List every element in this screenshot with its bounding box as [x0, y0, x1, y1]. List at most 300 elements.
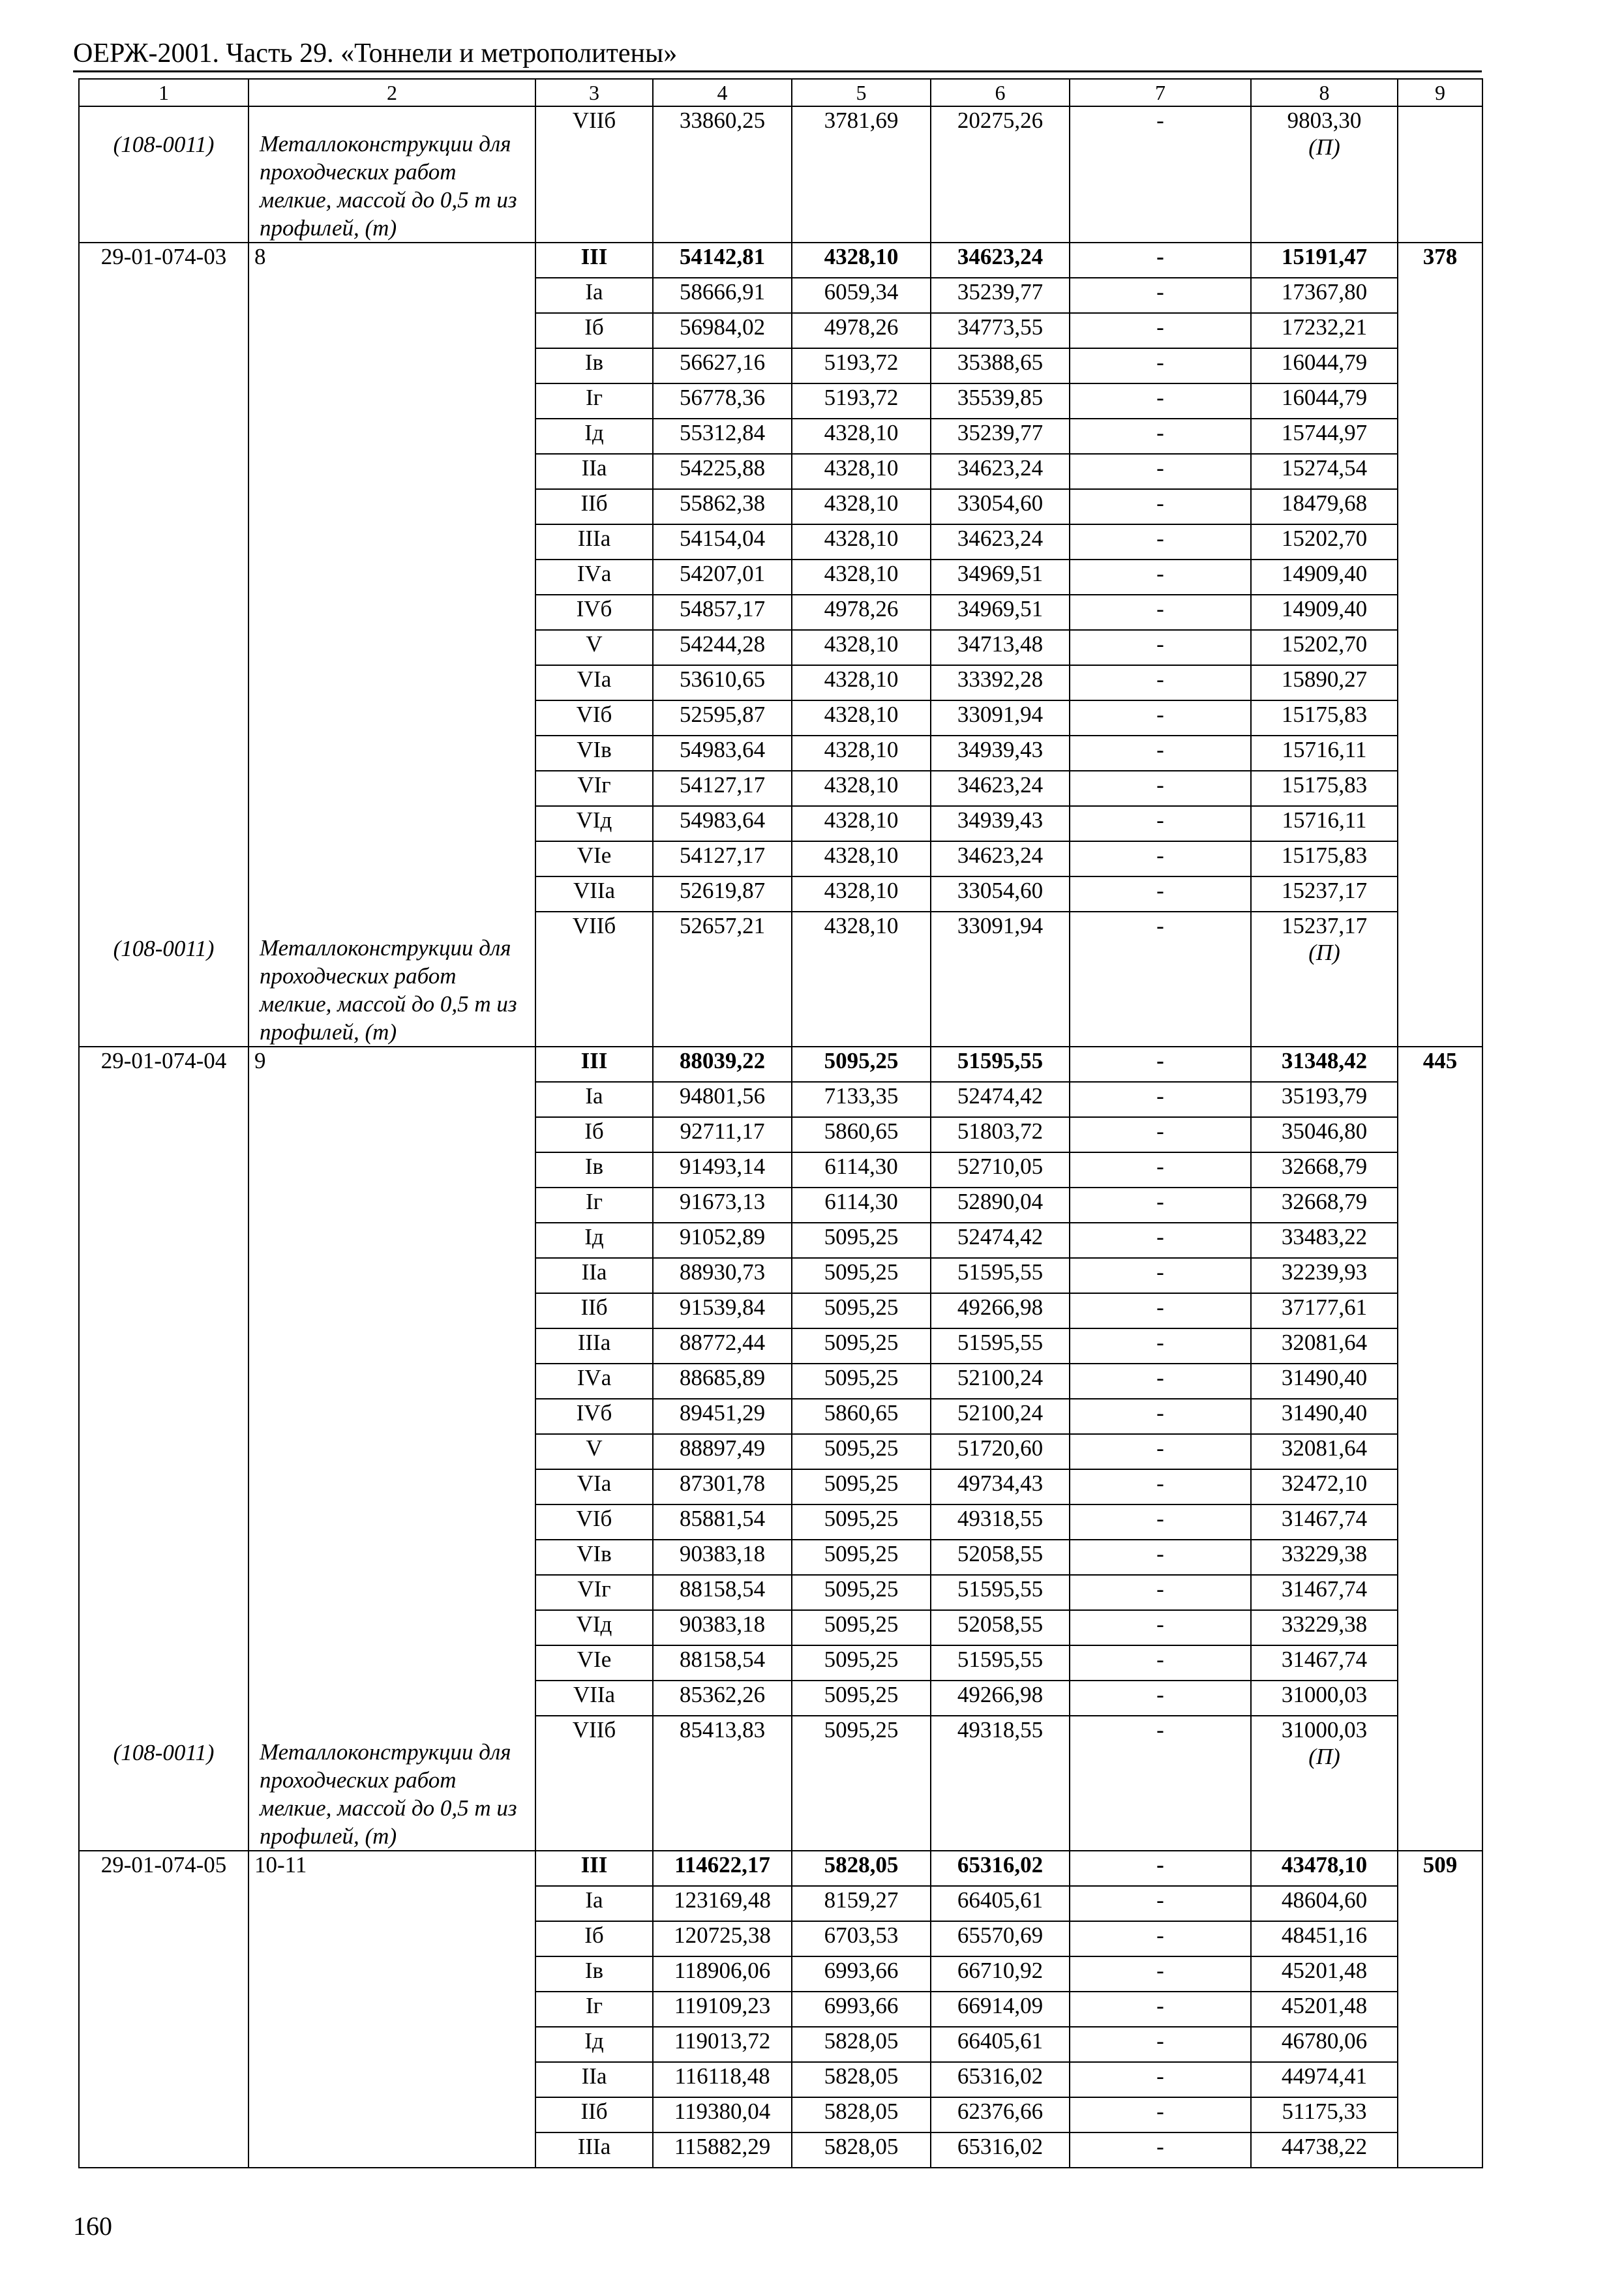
value-col7: - — [1070, 1399, 1251, 1434]
value-col4: 118906,06 — [653, 1956, 792, 1992]
value-col7: - — [1070, 1681, 1251, 1716]
category-cell: Iа — [535, 278, 653, 313]
value-col7: - — [1070, 454, 1251, 489]
category-cell: VIIб — [535, 1716, 653, 1851]
value-col8: 31348,42 — [1251, 1047, 1398, 1082]
description-cell — [248, 1047, 535, 1851]
value-col4: 85413,83 — [653, 1716, 792, 1851]
value-col5: 4328,10 — [792, 560, 931, 595]
value-col5: 5860,65 — [792, 1399, 931, 1434]
value-col9: 378 — [1398, 243, 1482, 1047]
value-col7: - — [1070, 771, 1251, 806]
value-col6: 65316,02 — [931, 2132, 1070, 2168]
value-col6: 52474,42 — [931, 1082, 1070, 1117]
value-col6: 33054,60 — [931, 489, 1070, 524]
value-col6: 49266,98 — [931, 1681, 1070, 1716]
value-col6: 65316,02 — [931, 1851, 1070, 1886]
value-col6: 34773,55 — [931, 313, 1070, 348]
value-col8: 45201,48 — [1251, 1992, 1398, 2027]
value-col5: 4328,10 — [792, 243, 931, 278]
value-col4: 58666,91 — [653, 278, 792, 313]
value-col6: 33091,94 — [931, 912, 1070, 1047]
value-col8: 33229,38 — [1251, 1610, 1398, 1645]
value-col4: 91493,14 — [653, 1152, 792, 1188]
value-col8: 15237,17 — [1251, 876, 1398, 912]
value-col8: 17367,80 — [1251, 278, 1398, 313]
value-col5: 6059,34 — [792, 278, 931, 313]
value-col9 — [1398, 106, 1482, 243]
category-cell: VIб — [535, 700, 653, 736]
category-cell: VIб — [535, 1504, 653, 1540]
category-cell: VIг — [535, 1575, 653, 1610]
value-col8: 31467,74 — [1251, 1504, 1398, 1540]
category-cell: Iв — [535, 1152, 653, 1188]
value-col5: 4328,10 — [792, 419, 931, 454]
value-col5: 7133,35 — [792, 1082, 931, 1117]
value-col5: 6703,53 — [792, 1921, 931, 1956]
value-col4: 88772,44 — [653, 1328, 792, 1364]
value-col6: 35539,85 — [931, 383, 1070, 419]
value-col4: 120725,38 — [653, 1921, 792, 1956]
value-col5: 5095,25 — [792, 1575, 931, 1610]
value-col6: 49318,55 — [931, 1504, 1070, 1540]
material-code: (108-0011) — [113, 132, 215, 157]
value-col5: 4328,10 — [792, 665, 931, 700]
value-col7: - — [1070, 560, 1251, 595]
table-row — [79, 1851, 1482, 1886]
value-col6: 52100,24 — [931, 1399, 1070, 1434]
category-cell: V — [535, 1434, 653, 1469]
description-box — [254, 1047, 530, 1850]
value-col5: 4328,10 — [792, 630, 931, 665]
value-col4: 55312,84 — [653, 419, 792, 454]
value-col8-number: 9803,30 — [1287, 108, 1362, 133]
value-col6: 34939,43 — [931, 736, 1070, 771]
value-col8 — [1251, 912, 1398, 1047]
value-col9: 445 — [1398, 1047, 1482, 1851]
value-col6: 62376,66 — [931, 2097, 1070, 2132]
column-header-6: 6 — [931, 79, 1070, 106]
value-col6: 49734,43 — [931, 1469, 1070, 1504]
value-col7: - — [1070, 2027, 1251, 2062]
value-col7: - — [1070, 665, 1251, 700]
value-col5: 4328,10 — [792, 841, 931, 876]
value-col5: 6114,30 — [792, 1188, 931, 1223]
value-col4: 54244,28 — [653, 630, 792, 665]
value-col6: 35239,77 — [931, 419, 1070, 454]
category-cell: VIа — [535, 665, 653, 700]
value-col7: - — [1070, 1992, 1251, 2027]
category-cell: IIIа — [535, 524, 653, 560]
value-col4: 52657,21 — [653, 912, 792, 1047]
value-col8: 31000,03 — [1251, 1681, 1398, 1716]
category-cell: VIд — [535, 806, 653, 841]
category-cell: IIIа — [535, 1328, 653, 1364]
value-col8: 48604,60 — [1251, 1886, 1398, 1921]
value-col7: - — [1070, 1504, 1251, 1540]
category-cell: Iд — [535, 2027, 653, 2062]
value-col8: 35046,80 — [1251, 1117, 1398, 1152]
value-col8: 31490,40 — [1251, 1399, 1398, 1434]
table-row — [79, 243, 1482, 278]
material-code: (108-0011) — [113, 1740, 215, 1765]
value-col8: 32239,93 — [1251, 1258, 1398, 1293]
category-cell: IVа — [535, 1364, 653, 1399]
category-cell: Iг — [535, 1188, 653, 1223]
value-col8: 16044,79 — [1251, 348, 1398, 383]
value-col6: 34969,51 — [931, 595, 1070, 630]
value-col6: 35239,77 — [931, 278, 1070, 313]
material — [254, 1738, 530, 1850]
value-col5: 4328,10 — [792, 489, 931, 524]
category-cell: III — [535, 1851, 653, 1886]
category-cell: VIIб — [535, 912, 653, 1047]
category-cell: VIIб — [535, 106, 653, 243]
value-col4: 33860,25 — [653, 106, 792, 243]
category-cell: IIб — [535, 489, 653, 524]
value-col6: 33054,60 — [931, 876, 1070, 912]
value-col8: 15175,83 — [1251, 700, 1398, 736]
value-col4: 52619,87 — [653, 876, 792, 912]
value-col6: 52890,04 — [931, 1188, 1070, 1223]
value-col5: 5095,25 — [792, 1716, 931, 1851]
value-col5: 5095,25 — [792, 1645, 931, 1681]
value-col6: 51595,55 — [931, 1575, 1070, 1610]
code-cell — [79, 243, 248, 1047]
value-col7: - — [1070, 2132, 1251, 2168]
value-col7: - — [1070, 1921, 1251, 1956]
value-col9: 509 — [1398, 1851, 1482, 2168]
value-col8: 15744,97 — [1251, 419, 1398, 454]
value-col5: 5828,05 — [792, 1851, 931, 1886]
category-cell: III — [535, 243, 653, 278]
value-col5: 5095,25 — [792, 1047, 931, 1082]
value-col7: - — [1070, 1152, 1251, 1188]
value-col7: - — [1070, 1047, 1251, 1082]
category-cell: Iв — [535, 1956, 653, 1992]
value-col4: 119109,23 — [653, 1992, 792, 2027]
header-rule — [73, 70, 1482, 72]
rates-table — [78, 78, 1483, 2168]
value-col7: - — [1070, 806, 1251, 841]
category-cell: VIе — [535, 1645, 653, 1681]
value-col8: 32668,79 — [1251, 1188, 1398, 1223]
value-col7: - — [1070, 1082, 1251, 1117]
value-col8: 31467,74 — [1251, 1645, 1398, 1681]
value-col7: - — [1070, 383, 1251, 419]
value-col8: 15716,11 — [1251, 736, 1398, 771]
value-col4: 91052,89 — [653, 1223, 792, 1258]
value-col8: 44974,41 — [1251, 2062, 1398, 2097]
value-col6: 35388,65 — [931, 348, 1070, 383]
value-col6: 51595,55 — [931, 1258, 1070, 1293]
value-col6: 34969,51 — [931, 560, 1070, 595]
value-col8: 32668,79 — [1251, 1152, 1398, 1188]
value-col8: 45201,48 — [1251, 1956, 1398, 1992]
value-col7: - — [1070, 1540, 1251, 1575]
value-col4: 54127,17 — [653, 841, 792, 876]
value-col6: 52710,05 — [931, 1152, 1070, 1188]
value-col8: 18479,68 — [1251, 489, 1398, 524]
value-col4: 89451,29 — [653, 1399, 792, 1434]
category-cell: IVа — [535, 560, 653, 595]
category-cell: VIIа — [535, 1681, 653, 1716]
running-header: ОЕРЖ-2001. Часть 29. «Тоннели и метрополитены» — [73, 38, 678, 68]
category-cell: IIIа — [535, 2132, 653, 2168]
value-col7: - — [1070, 1328, 1251, 1364]
value-col8: 51175,33 — [1251, 2097, 1398, 2132]
value-col4: 54225,88 — [653, 454, 792, 489]
value-col4: 85881,54 — [653, 1504, 792, 1540]
value-col6: 65316,02 — [931, 2062, 1070, 2097]
value-col6: 33392,28 — [931, 665, 1070, 700]
value-col6: 34623,24 — [931, 771, 1070, 806]
material-name: Металлоконструкции для проходческих работ мелкие, массой до 0,5 т из профилей, (т) — [260, 1739, 517, 1849]
value-col4: 88039,22 — [653, 1047, 792, 1082]
value-col8: 31467,74 — [1251, 1575, 1398, 1610]
material — [254, 130, 530, 242]
value-col5: 4328,10 — [792, 912, 931, 1047]
value-col7: - — [1070, 106, 1251, 243]
value-col5: 4328,10 — [792, 806, 931, 841]
code-cell: 29-01-074-05 — [79, 1851, 248, 2168]
value-col8: 15274,54 — [1251, 454, 1398, 489]
value-col5: 5095,25 — [792, 1610, 931, 1645]
value-col8: 15202,70 — [1251, 524, 1398, 560]
value-col7: - — [1070, 912, 1251, 1047]
item-code: 29-01-074-03 — [100, 244, 227, 269]
value-col4: 54983,64 — [653, 736, 792, 771]
category-cell: Iб — [535, 1921, 653, 1956]
value-col4: 92711,17 — [653, 1117, 792, 1152]
material-code-cell — [79, 106, 248, 243]
value-col4: 91673,13 — [653, 1188, 792, 1223]
description-cell — [248, 243, 535, 1047]
value-col6: 65570,69 — [931, 1921, 1070, 1956]
value-col5: 3781,69 — [792, 106, 931, 243]
material-name-cell — [248, 106, 535, 243]
value-col5: 5095,25 — [792, 1540, 931, 1575]
value-col5: 5828,05 — [792, 2027, 931, 2062]
value-col5: 5095,25 — [792, 1258, 931, 1293]
value-col7: - — [1070, 1117, 1251, 1152]
value-col5: 6114,30 — [792, 1152, 931, 1188]
category-cell: Iб — [535, 313, 653, 348]
value-col7: - — [1070, 2097, 1251, 2132]
value-col7: - — [1070, 1956, 1251, 1992]
code-box — [85, 243, 243, 1046]
value-col4: 85362,26 — [653, 1681, 792, 1716]
category-cell: Iд — [535, 419, 653, 454]
value-col5: 4328,10 — [792, 736, 931, 771]
material — [254, 934, 530, 1046]
column-header-7: 7 — [1070, 79, 1251, 106]
value-col4: 54857,17 — [653, 595, 792, 630]
value-col6: 52474,42 — [931, 1223, 1070, 1258]
value-col7: - — [1070, 1716, 1251, 1851]
value-col8: 35193,79 — [1251, 1082, 1398, 1117]
value-col8: 37177,61 — [1251, 1293, 1398, 1328]
value-col7: - — [1070, 1258, 1251, 1293]
column-header-1: 1 — [79, 79, 248, 106]
value-col7: - — [1070, 700, 1251, 736]
value-col8: 33229,38 — [1251, 1540, 1398, 1575]
value-col7: - — [1070, 313, 1251, 348]
value-col6: 34623,24 — [931, 454, 1070, 489]
description-cell: 10-11 — [248, 1851, 535, 2168]
value-col7: - — [1070, 1223, 1251, 1258]
value-col4: 114622,17 — [653, 1851, 792, 1886]
value-col8-number: 15237,17 — [1281, 913, 1368, 938]
value-col5: 5095,25 — [792, 1469, 931, 1504]
category-cell: Iа — [535, 1886, 653, 1921]
value-col8: 32081,64 — [1251, 1434, 1398, 1469]
value-col7: - — [1070, 1188, 1251, 1223]
value-col5: 5095,25 — [792, 1504, 931, 1540]
material-code-box — [85, 107, 243, 242]
value-col6: 20275,26 — [931, 106, 1070, 243]
value-col6: 34623,24 — [931, 243, 1070, 278]
code-cell — [79, 1047, 248, 1851]
value-col8: 48451,16 — [1251, 1921, 1398, 1956]
value-col8: 15890,27 — [1251, 665, 1398, 700]
category-cell: Iг — [535, 1992, 653, 2027]
value-col8: 44738,22 — [1251, 2132, 1398, 2168]
value-col6: 52058,55 — [931, 1610, 1070, 1645]
value-col7: - — [1070, 489, 1251, 524]
value-col7: - — [1070, 630, 1251, 665]
value-col5: 8159,27 — [792, 1886, 931, 1921]
value-col8: 31490,40 — [1251, 1364, 1398, 1399]
value-col7: - — [1070, 1886, 1251, 1921]
value-col6: 49318,55 — [931, 1716, 1070, 1851]
value-col7: - — [1070, 524, 1251, 560]
value-col5: 4328,10 — [792, 454, 931, 489]
category-cell: Iб — [535, 1117, 653, 1152]
value-col4: 54127,17 — [653, 771, 792, 806]
category-cell: VIд — [535, 1610, 653, 1645]
value-col7: - — [1070, 1851, 1251, 1886]
material-code: (108-0011) — [113, 936, 215, 961]
value-col5: 5860,65 — [792, 1117, 931, 1152]
value-col6: 34623,24 — [931, 841, 1070, 876]
column-header-3: 3 — [535, 79, 653, 106]
value-col8: 15175,83 — [1251, 841, 1398, 876]
material-ref: (П) — [1308, 940, 1340, 965]
category-cell: VIа — [535, 1469, 653, 1504]
value-col7: - — [1070, 1293, 1251, 1328]
value-col7: - — [1070, 1469, 1251, 1504]
value-col5: 6993,66 — [792, 1956, 931, 1992]
value-col8-number: 31000,03 — [1281, 1717, 1368, 1743]
value-col5: 5095,25 — [792, 1223, 931, 1258]
value-col5: 4328,10 — [792, 524, 931, 560]
material-name: Металлоконструкции для проходческих работ мелкие, массой до 0,5 т из профилей, (т) — [260, 935, 517, 1045]
value-col7: - — [1070, 841, 1251, 876]
value-col4: 52595,87 — [653, 700, 792, 736]
value-col4: 54154,04 — [653, 524, 792, 560]
category-cell: VIв — [535, 1540, 653, 1575]
category-cell: Iг — [535, 383, 653, 419]
value-col6: 52100,24 — [931, 1364, 1070, 1399]
value-col4: 54207,01 — [653, 560, 792, 595]
value-col7: - — [1070, 348, 1251, 383]
value-col4: 90383,18 — [653, 1540, 792, 1575]
value-col7: - — [1070, 1434, 1251, 1469]
page-number: 160 — [73, 2211, 112, 2241]
value-col5: 5095,25 — [792, 1681, 931, 1716]
value-col8: 46780,06 — [1251, 2027, 1398, 2062]
category-cell: IIб — [535, 1293, 653, 1328]
value-col4: 54142,81 — [653, 243, 792, 278]
value-col4: 90383,18 — [653, 1610, 792, 1645]
description-box — [254, 243, 530, 1046]
value-col5: 5193,72 — [792, 348, 931, 383]
value-col8: 15175,83 — [1251, 771, 1398, 806]
value-col5: 5095,25 — [792, 1364, 931, 1399]
value-col8: 15716,11 — [1251, 806, 1398, 841]
value-col4: 116118,48 — [653, 2062, 792, 2097]
value-col8: 14909,40 — [1251, 595, 1398, 630]
item-code: 29-01-074-04 — [100, 1048, 227, 1073]
value-col5: 5095,25 — [792, 1293, 931, 1328]
value-col5: 6993,66 — [792, 1992, 931, 2027]
value-col4: 88685,89 — [653, 1364, 792, 1399]
value-col4: 55862,38 — [653, 489, 792, 524]
value-col5: 4328,10 — [792, 700, 931, 736]
table-row — [79, 1047, 1482, 1082]
value-col8 — [1251, 1716, 1398, 1851]
value-col7: - — [1070, 876, 1251, 912]
category-cell: V — [535, 630, 653, 665]
value-col7: - — [1070, 243, 1251, 278]
value-col8: 16044,79 — [1251, 383, 1398, 419]
value-col5: 4328,10 — [792, 876, 931, 912]
category-cell: IIа — [535, 1258, 653, 1293]
value-col4: 88930,73 — [653, 1258, 792, 1293]
material-name: Металлоконструкции для проходческих работ мелкие, массой до 0,5 т из профилей, (т) — [260, 131, 517, 241]
value-col6: 51803,72 — [931, 1117, 1070, 1152]
column-header-5: 5 — [792, 79, 931, 106]
value-col7: - — [1070, 2062, 1251, 2097]
value-col6: 34623,24 — [931, 524, 1070, 560]
column-header-9: 9 — [1398, 79, 1482, 106]
value-col4: 87301,78 — [653, 1469, 792, 1504]
category-cell: VIг — [535, 771, 653, 806]
value-col8 — [1251, 106, 1398, 243]
value-col5: 4978,26 — [792, 313, 931, 348]
value-col5: 5828,05 — [792, 2062, 931, 2097]
value-col5: 5828,05 — [792, 2132, 931, 2168]
material-ref: (П) — [1308, 134, 1340, 160]
value-col6: 33091,94 — [931, 700, 1070, 736]
value-col7: - — [1070, 419, 1251, 454]
category-cell: IIа — [535, 2062, 653, 2097]
value-col6: 34939,43 — [931, 806, 1070, 841]
value-col8: 17232,21 — [1251, 313, 1398, 348]
value-col6: 66710,92 — [931, 1956, 1070, 1992]
value-col5: 4328,10 — [792, 771, 931, 806]
value-col4: 54983,64 — [653, 806, 792, 841]
item-number: 9 — [254, 1048, 266, 1073]
value-col6: 49266,98 — [931, 1293, 1070, 1328]
value-col7: - — [1070, 278, 1251, 313]
value-col5: 5095,25 — [792, 1328, 931, 1364]
value-col4: 91539,84 — [653, 1293, 792, 1328]
category-cell: III — [535, 1047, 653, 1082]
value-col8: 32081,64 — [1251, 1328, 1398, 1364]
value-col4: 53610,65 — [653, 665, 792, 700]
